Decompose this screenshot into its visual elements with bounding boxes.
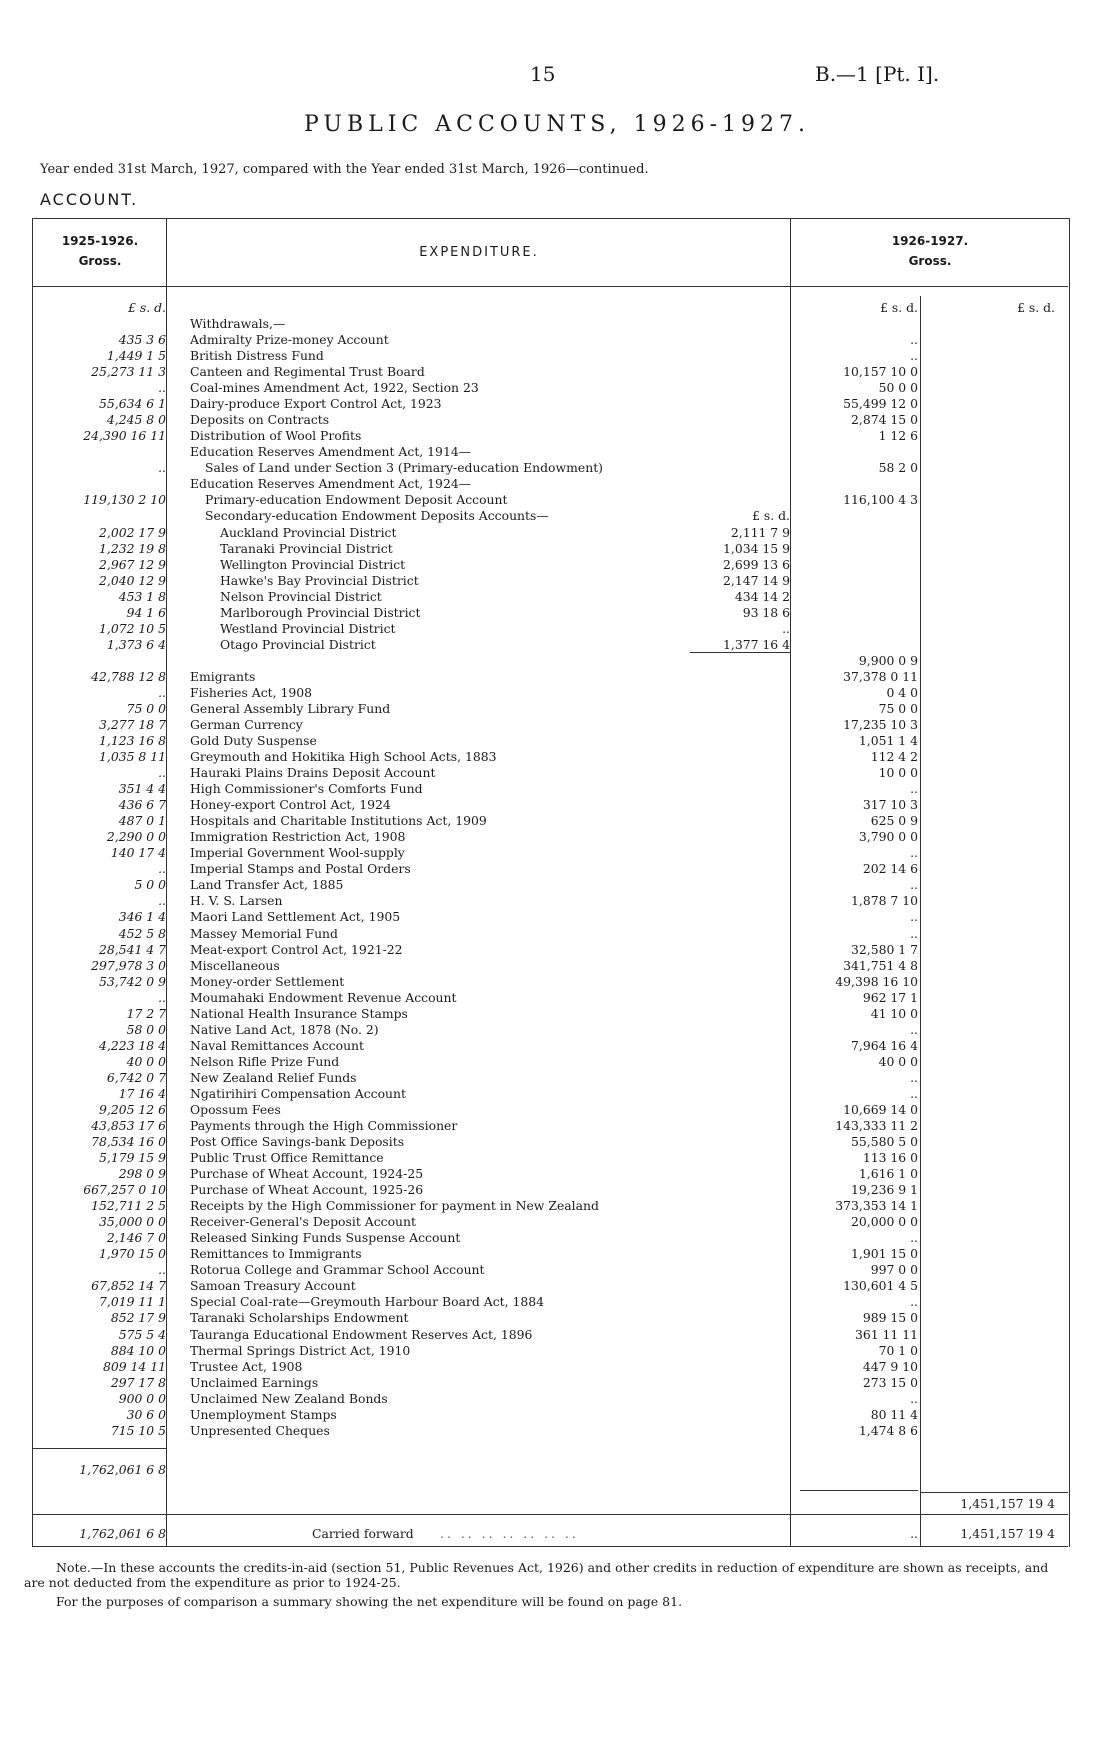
- cur-amount: 0 4 0: [886, 684, 918, 700]
- sub-amount: 2,111 7 9: [730, 524, 790, 540]
- cur-amount: 58 2 0: [878, 460, 918, 476]
- prev-amount: 2,040 12 9: [99, 572, 166, 588]
- cur-amount: 10,669 14 0: [843, 1101, 918, 1117]
- tot-top-rule: [920, 1492, 1068, 1493]
- prev-amount: 436 6 7: [118, 797, 166, 813]
- cur-amount: 2,874 15 0: [851, 412, 918, 428]
- sub-amount: 2,699 13 6: [723, 556, 790, 572]
- prev-amount: 4,245 8 0: [106, 412, 166, 428]
- prev-amount: 119,130 2 10: [83, 492, 166, 508]
- row-label: British Distress Fund: [190, 348, 324, 364]
- carried-prev: 1,762,061 6 8: [79, 1526, 166, 1541]
- cur-amount: 317 10 3: [862, 797, 918, 813]
- row-label: Withdrawals,—: [190, 316, 286, 331]
- account-label: ACCOUNT.: [40, 190, 139, 209]
- row-label: Nelson Provincial District: [220, 588, 382, 604]
- col-divider-cur: [920, 296, 921, 1546]
- header-rule: [32, 286, 1068, 287]
- row-label: Taranaki Provincial District: [220, 540, 393, 556]
- row-label: Tauranga Educational Endowment Reserves Act, 1896: [190, 1326, 533, 1342]
- cur-amount: ..: [910, 1085, 918, 1101]
- cur-amount: 112 4 2: [870, 749, 918, 765]
- cur-amount: ..: [910, 909, 918, 925]
- prev-amount: 487 0 1: [118, 813, 166, 829]
- row-label: Purchase of Wheat Account, 1924-25: [190, 1166, 424, 1182]
- sub-amount: 93 18 6: [742, 604, 790, 620]
- cur-amount: 116,100 4 3: [843, 492, 918, 508]
- page-title: PUBLIC ACCOUNTS, 1926-1927.: [304, 112, 810, 137]
- prev-amount: 9,205 12 6: [99, 1101, 166, 1117]
- row-label: Imperial Stamps and Postal Orders: [190, 861, 411, 877]
- cur-amount: 80 11 4: [870, 1406, 918, 1422]
- prev-amount: 667,257 0 10: [83, 1182, 166, 1198]
- row-label: Special Coal-rate—Greymouth Harbour Board Act, 1884: [190, 1294, 545, 1310]
- prev-amount: 2,002 17 9: [99, 524, 166, 540]
- row-label: Wellington Provincial District: [220, 556, 406, 572]
- cur-currency-header: £ s. d.: [880, 300, 918, 315]
- cur-amount: ..: [910, 1069, 918, 1085]
- prev-amount: 25,273 11 3: [91, 364, 166, 380]
- prev-amount: ..: [158, 765, 166, 781]
- sub-amount: 1,377 16 4: [723, 636, 790, 652]
- prev-amount: 453 1 8: [118, 588, 166, 604]
- row-label: Rotorua College and Grammar School Account: [190, 1262, 485, 1278]
- cur-amount: 962 17 1: [862, 989, 918, 1005]
- cur-amount: ..: [910, 1230, 918, 1246]
- prev-amount: ..: [158, 1262, 166, 1278]
- sub-amount: 1,034 15 9: [723, 540, 790, 556]
- cur-amount: 113 16 0: [862, 1150, 918, 1166]
- prev-currency-header: £ s. d.: [128, 300, 166, 315]
- row-label: Maori Land Settlement Act, 1905: [190, 909, 401, 925]
- cur-amount: 50 0 0: [878, 380, 918, 396]
- row-label: Emigrants: [190, 668, 256, 684]
- prev-amount: 94 1 6: [126, 604, 166, 620]
- row-label: Taranaki Scholarships Endowment: [190, 1310, 409, 1326]
- row-label: Opossum Fees: [190, 1101, 281, 1117]
- row-label: General Assembly Library Fund: [190, 700, 391, 716]
- prev-amount: 2,967 12 9: [99, 556, 166, 572]
- document-reference: B.—1 [Pt. I].: [815, 62, 940, 86]
- prev-amount: 298 0 9: [118, 1166, 166, 1182]
- row-label: Greymouth and Hokitika High School Acts, 1883: [190, 749, 497, 765]
- prev-amount: 351 4 4: [118, 781, 166, 797]
- prev-amount: 1,232 19 8: [99, 540, 166, 556]
- page-number: 15: [530, 62, 556, 86]
- prev-amount: 30 6 0: [126, 1406, 166, 1422]
- cur-amount: 32,580 1 7: [851, 941, 918, 957]
- row-label: Naval Remittances Account: [190, 1037, 365, 1053]
- row-label: High Commissioner's Comforts Fund: [190, 781, 423, 797]
- carried-leaders: .. .. .. .. .. .. ..: [440, 1526, 579, 1541]
- prev-year-header: 1925-1926. Gross.: [61, 234, 139, 268]
- prev-amount: 1,072 10 5: [99, 620, 166, 636]
- row-label: Unpresented Cheques: [190, 1422, 330, 1438]
- prev-amount: 43,853 17 6: [91, 1118, 166, 1133]
- cur-amount: 1,051 1 4: [858, 733, 918, 749]
- row-label: Auckland Provincial District: [220, 524, 397, 540]
- row-label: Remittances to Immigrants: [190, 1246, 362, 1262]
- prev-amount: 3,277 18 7: [99, 717, 166, 732]
- cur-amount: 17,235 10 3: [843, 717, 918, 732]
- cur-grand-total: 1,451,157 19 4: [960, 1496, 1055, 1511]
- row-label: Otago Provincial District: [220, 636, 376, 652]
- prev-amount: 58 0 0: [126, 1021, 166, 1037]
- cur-amount: 143,333 11 2: [835, 1118, 918, 1133]
- cur-amount: 1,901 15 0: [851, 1246, 918, 1262]
- prev-amount: 884 10 0: [110, 1342, 166, 1358]
- row-label: Deposits on Contracts: [190, 412, 330, 428]
- prev-amount: ..: [158, 460, 166, 476]
- prev-amount: ..: [158, 893, 166, 909]
- prev-amount: 2,290 0 0: [106, 829, 166, 845]
- prev-amount: 75 0 0: [126, 700, 166, 716]
- prev-amount: 67,852 14 7: [91, 1278, 166, 1294]
- cur-amount: 1,616 1 0: [858, 1166, 918, 1182]
- prev-amount: 346 1 4: [118, 909, 166, 925]
- col-divider-exp: [790, 218, 791, 1546]
- prev-amount: 28,541 4 7: [99, 941, 166, 957]
- prev-amount: 575 5 4: [118, 1326, 166, 1342]
- cur-amount: 55,499 12 0: [843, 396, 918, 412]
- cur-amount: 49,398 16 10: [835, 973, 918, 989]
- prev-amount: 53,742 0 9: [99, 973, 166, 989]
- row-label: Hawke's Bay Provincial District: [220, 572, 419, 588]
- carried-cur: ..: [910, 1526, 918, 1541]
- row-label: Education Reserves Amendment Act, 1924—: [190, 476, 472, 492]
- prev-total: 1,762,061 6 8: [79, 1462, 166, 1477]
- expenditure-header: EXPENDITURE.: [419, 245, 539, 260]
- prev-amount: 17 16 4: [118, 1085, 166, 1101]
- cur-amount: 40 0 0: [878, 1053, 918, 1069]
- row-label: Hospitals and Charitable Institutions Act, 1909: [190, 813, 487, 829]
- row-label: Westland Provincial District: [220, 620, 396, 636]
- cur-amount: 10 0 0: [878, 765, 918, 781]
- total-currency-header: £ s. d.: [1017, 300, 1055, 315]
- row-label: Native Land Act, 1878 (No. 2): [190, 1021, 379, 1037]
- row-label: Nelson Rifle Prize Fund: [190, 1053, 340, 1069]
- cur-amount: 19,236 9 1: [851, 1182, 918, 1198]
- row-label: Public Trust Office Remittance: [190, 1150, 384, 1166]
- prev-amount: 435 3 6: [118, 332, 166, 348]
- prev-amount: 140 17 4: [110, 845, 166, 861]
- prev-amount: 5 0 0: [134, 877, 166, 893]
- prev-amount: 1,970 15 0: [99, 1246, 166, 1262]
- cur-amount: ..: [910, 845, 918, 861]
- row-label: Dairy-produce Export Control Act, 1923: [190, 396, 442, 412]
- prev-total-rule: [32, 1448, 166, 1449]
- row-label: Receipts by the High Commissioner for payment in New Zealand: [190, 1198, 599, 1214]
- cur-amount: 202 14 6: [862, 861, 918, 877]
- note-comparison: For the purposes of comparison a summary showing the net expenditure will be found on page 81.: [56, 1594, 683, 1609]
- cur-amount: 1,474 8 6: [858, 1422, 918, 1438]
- row-label: German Currency: [190, 717, 303, 732]
- prev-amount: 42,788 12 8: [91, 668, 166, 684]
- table-bottom-rule: [32, 1546, 1068, 1547]
- row-label: Ngatirihiri Compensation Account: [190, 1085, 406, 1101]
- cur-amount: 75 0 0: [878, 700, 918, 716]
- cur-amount: 1 12 6: [878, 428, 918, 444]
- prev-amount: 152,711 2 5: [91, 1198, 166, 1214]
- prev-amount: 4,223 18 4: [99, 1037, 166, 1053]
- row-label: Education Reserves Amendment Act, 1914—: [190, 444, 472, 460]
- row-label: Admiralty Prize-money Account: [190, 332, 389, 348]
- row-label: Imperial Government Wool-supply: [190, 845, 405, 861]
- cur-amount: ..: [910, 877, 918, 893]
- row-label: Trustee Act, 1908: [190, 1358, 303, 1374]
- row-label: Fisheries Act, 1908: [190, 684, 313, 700]
- row-label: Canteen and Regimental Trust Board: [190, 364, 425, 380]
- page-subtitle: Year ended 31st March, 1927, compared with the Year ended 31st March, 1926—continued.: [40, 162, 649, 177]
- prev-amount: 2,146 7 0: [106, 1230, 166, 1246]
- row-label: Unclaimed New Zealand Bonds: [190, 1390, 388, 1406]
- sub-amount: 434 14 2: [734, 588, 790, 604]
- prev-amount: 35,000 0 0: [99, 1214, 166, 1230]
- prev-amount: 452 5 8: [118, 925, 166, 941]
- cur-amount: 41 10 0: [870, 1005, 918, 1021]
- cur-amount: ..: [910, 348, 918, 364]
- row-label: Money-order Settlement: [190, 973, 345, 989]
- row-label: New Zealand Relief Funds: [190, 1069, 357, 1085]
- row-label: Massey Memorial Fund: [190, 925, 338, 941]
- row-label: Post Office Savings-bank Deposits: [190, 1134, 405, 1150]
- row-label: Meat-export Control Act, 1921-22: [190, 941, 403, 957]
- row-label: Distribution of Wool Profits: [190, 428, 362, 444]
- prev-amount: 78,534 16 0: [91, 1134, 166, 1150]
- row-label: Marlborough Provincial District: [220, 604, 421, 620]
- prev-amount: 6,742 0 7: [106, 1069, 166, 1085]
- cur-amount: ..: [910, 781, 918, 797]
- carried-rule: [32, 1514, 1068, 1515]
- cur-amount: 7,964 16 4: [851, 1037, 918, 1053]
- row-label: H. V. S. Larsen: [190, 893, 283, 909]
- row-label: Payments through the High Commissioner: [190, 1118, 458, 1133]
- cur-total-rule: [800, 1490, 918, 1491]
- row-label: Coal-mines Amendment Act, 1922, Section 23: [190, 380, 479, 396]
- cur-amount: ..: [910, 332, 918, 348]
- prev-amount: 297 17 8: [110, 1374, 166, 1390]
- cur-amount: 989 15 0: [862, 1310, 918, 1326]
- cur-amount: 3,790 0 0: [858, 829, 918, 845]
- row-label: National Health Insurance Stamps: [190, 1005, 408, 1021]
- cur-amount: 1,878 7 10: [851, 893, 918, 909]
- row-label: Sales of Land under Section 3 (Primary-education Endowment): [205, 460, 604, 476]
- row-label: Receiver-General's Deposit Account: [190, 1214, 416, 1230]
- cur-amount: ..: [910, 1294, 918, 1310]
- prev-amount: 5,179 15 9: [99, 1150, 166, 1166]
- cur-amount: ..: [910, 1390, 918, 1406]
- row-label: Immigration Restriction Act, 1908: [190, 829, 406, 845]
- prev-amount: 715 10 5: [110, 1422, 166, 1438]
- prev-amount: 1,123 16 8: [99, 733, 166, 749]
- prev-amount: 55,634 6 1: [99, 396, 166, 412]
- prev-amount: ..: [158, 989, 166, 1005]
- row-label: Land Transfer Act, 1885: [190, 877, 344, 893]
- row-label: Unclaimed Earnings: [190, 1374, 319, 1390]
- prev-amount: ..: [158, 684, 166, 700]
- cur-amount: 997 0 0: [870, 1262, 918, 1278]
- sub-amount: 2,147 14 9: [723, 572, 790, 588]
- row-label: Primary-education Endowment Deposit Account: [205, 492, 508, 508]
- prev-amount: 297,978 3 0: [91, 957, 166, 973]
- prev-amount: 809 14 11: [102, 1358, 166, 1374]
- cur-amount: 447 9 10: [862, 1358, 918, 1374]
- row-label: Purchase of Wheat Account, 1925-26: [190, 1182, 424, 1198]
- cur-amount: 341,751 4 8: [843, 957, 918, 973]
- cur-year-header: 1926-1927. Gross.: [891, 234, 969, 268]
- cur-amount: 9,900 0 9: [858, 652, 918, 668]
- prev-amount: 40 0 0: [126, 1053, 166, 1069]
- row-label: Hauraki Plains Drains Deposit Account: [190, 765, 436, 781]
- row-label: Honey-export Control Act, 1924: [190, 797, 391, 813]
- cur-amount: 273 15 0: [862, 1374, 918, 1390]
- prev-amount: ..: [158, 861, 166, 877]
- cur-amount: 361 11 11: [854, 1326, 918, 1342]
- prev-amount: ..: [158, 380, 166, 396]
- note-credits: Note.—In these accounts the credits-in-aid (section 51, Public Revenues Act, 1926) and other credits in reduction of expenditure are shown as receipts, and are not deducted from the expenditure as prior to 1924-25.: [24, 1560, 1049, 1590]
- prev-amount: 852 17 9: [110, 1310, 166, 1326]
- cur-amount: 70 1 0: [878, 1342, 918, 1358]
- cur-amount: 37,378 0 11: [843, 668, 918, 684]
- row-label: Samoan Treasury Account: [190, 1278, 356, 1294]
- row-label: Miscellaneous: [190, 957, 280, 973]
- cur-amount: 10,157 10 0: [843, 364, 918, 380]
- cur-amount: ..: [910, 925, 918, 941]
- row-label: Released Sinking Funds Suspense Account: [190, 1230, 461, 1246]
- sub-amount: ..: [782, 620, 790, 636]
- row-label: Thermal Springs District Act, 1910: [190, 1342, 411, 1358]
- prev-amount: 24,390 16 11: [83, 428, 166, 444]
- prev-amount: 1,449 1 5: [106, 348, 166, 364]
- col-divider-prev: [166, 218, 167, 1546]
- sub-amount: £ s. d.: [752, 508, 790, 524]
- cur-amount: 625 0 9: [870, 813, 918, 829]
- carried-forward-label: Carried forward: [312, 1526, 414, 1541]
- row-label: Moumahaki Endowment Revenue Account: [190, 989, 457, 1005]
- cur-amount: 55,580 5 0: [851, 1134, 918, 1150]
- cur-amount: 130,601 4 5: [843, 1278, 918, 1294]
- prev-amount: 1,373 6 4: [106, 636, 166, 652]
- cur-amount: 20,000 0 0: [851, 1214, 918, 1230]
- prev-amount: 900 0 0: [118, 1390, 166, 1406]
- row-label: Unemployment Stamps: [190, 1406, 337, 1422]
- cur-amount: 373,353 14 1: [835, 1198, 918, 1214]
- prev-amount: 1,035 8 11: [99, 749, 166, 765]
- row-label: Secondary-education Endowment Deposits Accounts—: [205, 508, 549, 524]
- subtotal-rule: [690, 652, 790, 653]
- carried-total: 1,451,157 19 4: [960, 1526, 1055, 1541]
- row-label: Gold Duty Suspense: [190, 733, 317, 749]
- cur-amount: ..: [910, 1021, 918, 1037]
- prev-amount: 7,019 11 1: [99, 1294, 166, 1310]
- prev-amount: 17 2 7: [126, 1005, 166, 1021]
